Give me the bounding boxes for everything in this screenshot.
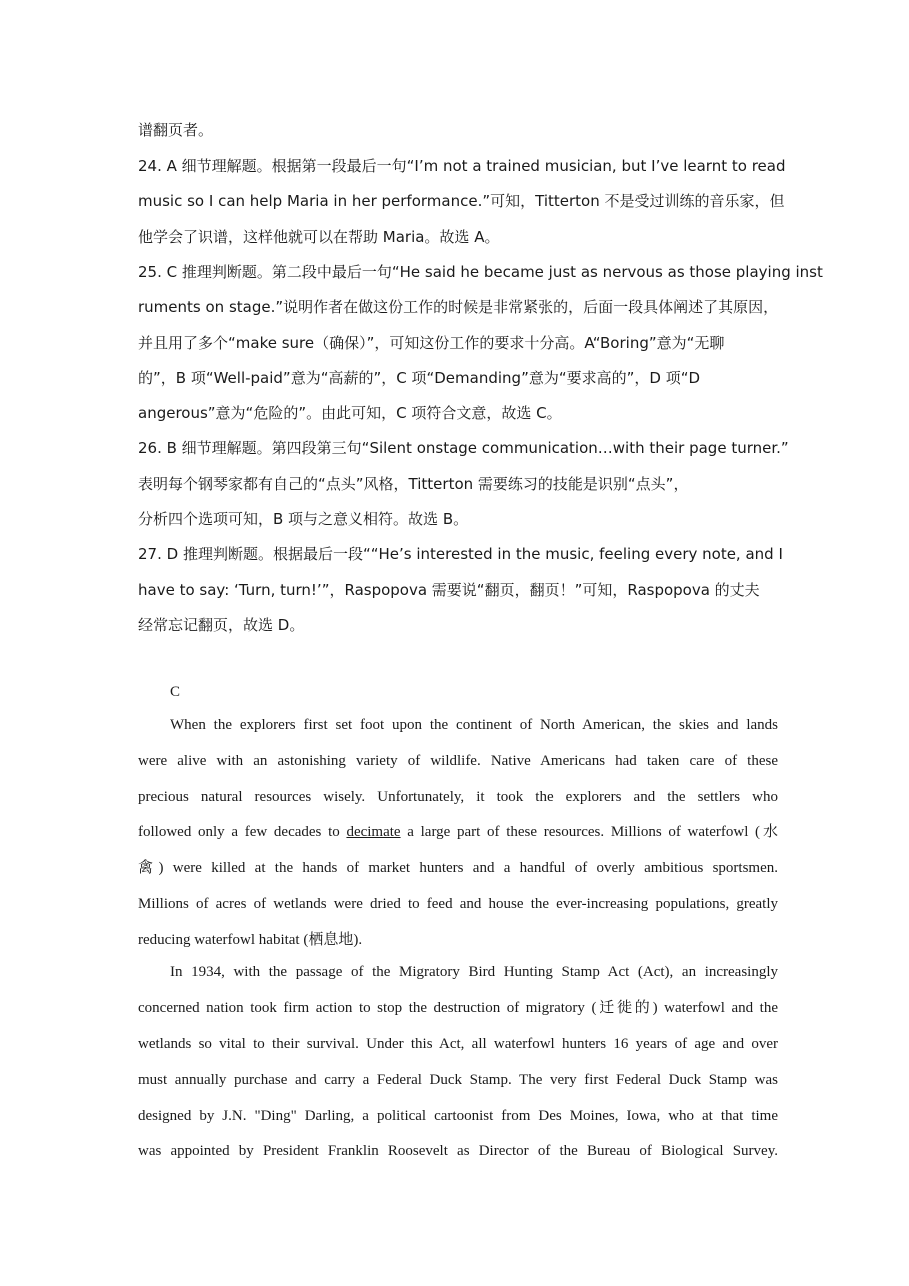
q24-line-1: 24. A 细节理解题。根据第一段最后一句“I’m not a trained musician, but I’ve learnt to read [138, 157, 786, 175]
passage-p1-line-6: Millions of acres of wetlands were dried to feed and house the ever-increasing populations, greatly [138, 896, 778, 912]
q25-line-2: ruments on stage.”说明作者在做这份工作的时候是非常紧张的，后面一段具体阐述了其原因， [138, 298, 779, 316]
q24-line-3: 他学会了识谱，这样他就可以在帮助 Maria。故选 A。 [138, 228, 500, 246]
passage-p2-line-3: wetlands so vital to their survival. Under this Act, all waterfowl hunters 16 years of age and over [138, 1036, 778, 1052]
passage-p2-line-4: must annually purchase and carry a Federal Duck Stamp. The very first Federal Duck Stamp was [138, 1072, 778, 1088]
passage-p2-line-1: In 1934, with the passage of the Migratory Bird Hunting Stamp Act (Act), an increasingly [170, 964, 778, 980]
q24-line-2: music so I can help Maria in her performance.”可知，Titterton 不是受过训练的音乐家，但 [138, 192, 785, 210]
q26-line-1: 26. B 细节理解题。第四段第三句“Silent onstage communication…with their page turner.” [138, 439, 789, 457]
q27-line-3: 经常忘记翻页，故选 D。 [138, 616, 305, 634]
q25-line-3: 并且用了多个“make sure（确保）”，可知这份工作的要求十分高。A“Boring”意为“无聊 [138, 334, 725, 352]
q27-line-2: have to say: ‘Turn, turn!’”，Raspopova 需要说“翻页，翻页！”可知，Raspopova 的丈夫 [138, 581, 760, 599]
passage-p1-line-5: 禽) were killed at the hands of market hunters and a handful of overly ambitious sportsmen. [138, 860, 778, 876]
passage-p1-line-3: precious natural resources wisely. Unfortunately, it took the explorers and the settlers who [138, 789, 778, 805]
passage-label: C [170, 684, 181, 700]
passage-p1-line-4-after: a large part of these resources. Millions of waterfowl (水 [400, 824, 778, 840]
q25-line-5: angerous”意为“危险的”。由此可知，C 项符合文意，故选 C。 [138, 404, 562, 422]
q26-line-2: 表明每个钢琴家都有自己的“点头”风格，Titterton 需要练习的技能是识别“点头”， [138, 475, 689, 493]
q27-line-1: 27. D 推理判断题。根据最后一段““He’s interested in the music, feeling every note, and I [138, 545, 783, 563]
q25-line-1: 25. C 推理判断题。第二段中最后一句“He said he became just as nervous as those playing inst [138, 263, 823, 281]
passage-p2-line-2: concerned nation took firm action to stop the destruction of migratory (迁徙的) waterfowl and the [138, 1000, 778, 1016]
underlined-word-decimate: decimate [346, 824, 401, 840]
passage-p2-line-5: designed by J.N. "Ding" Darling, a political cartoonist from Des Moines, Iowa, who at that time [138, 1108, 778, 1124]
passage-p1-line-4 [138, 822, 778, 842]
q25-line-4: 的”，B 项“Well-paid”意为“高薪的”，C 项“Demanding”意为“要求高的”，D 项“D [138, 369, 701, 387]
passage-p2-line-6: was appointed by President Franklin Roosevelt as Director of the Bureau of Biological Survey. [138, 1143, 778, 1159]
passage-p1-line-4-before: followed only a few decades to [138, 824, 347, 840]
q26-line-3: 分析四个选项可知，B 项与之意义相符。故选 B。 [138, 510, 469, 528]
q23-tail-line: 谱翻页者。 [138, 121, 214, 139]
passage-p1-line-2: were alive with an astonishing variety of wildlife. Native Americans had taken care of these [138, 753, 778, 769]
passage-p1-line-1: When the explorers first set foot upon the continent of North American, the skies and lands [170, 717, 778, 733]
passage-p1-line-7: reducing waterfowl habitat (栖息地). [138, 932, 363, 948]
